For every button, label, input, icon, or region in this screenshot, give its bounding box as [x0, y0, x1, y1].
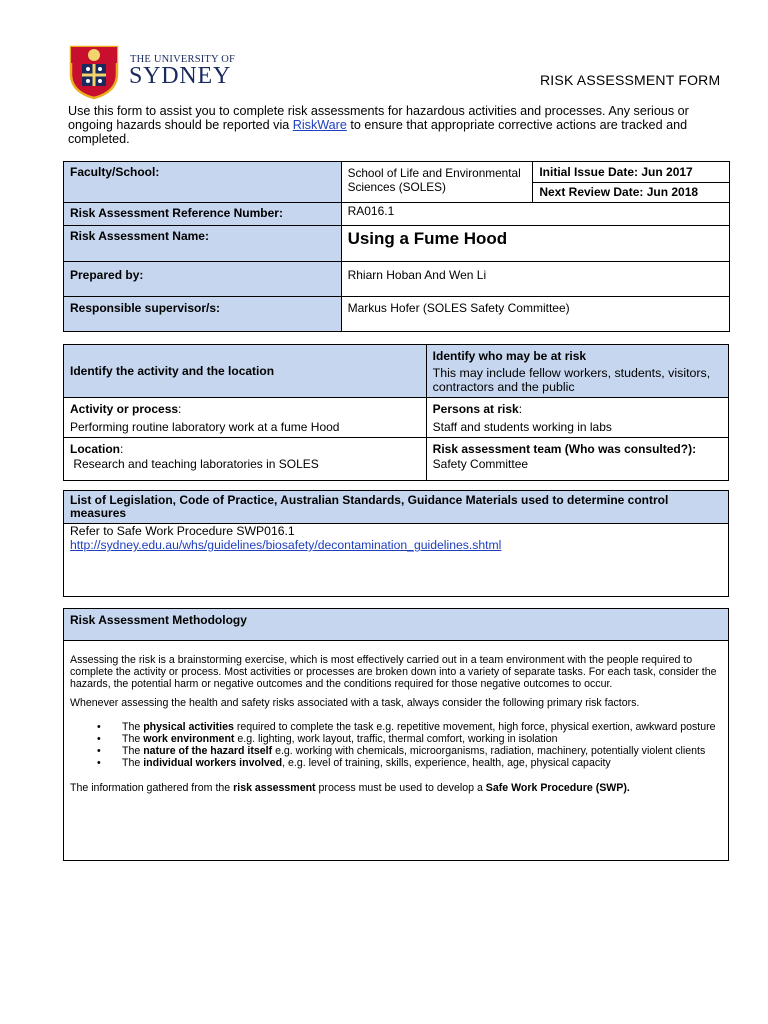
legislation-table: [63, 490, 729, 597]
university-logo: [68, 44, 238, 100]
assessment-name-label: Risk Assessment Name:: [64, 226, 342, 262]
details-table: [63, 161, 730, 332]
methodology-paragraph-1: Assessing the risk is a brainstorming exercise, which is most effectively carried out in a team environment with the people required to complete the activity or process. Most activities or processes are broken down into a variety of separate tasks. For each task, consider the hazards, the potential harm or negative outcomes and the conditions required for those negative outcomes to occur.: [70, 654, 717, 690]
next-review-date: Next Review Date: Jun 2018: [533, 183, 730, 203]
activity-value: Performing routine laboratory work at a fume Hood: [70, 420, 340, 434]
list-item: • The physical activities required to complete the task e.g. repetitive movement, high force, physical exertion, awkward posture: [97, 721, 716, 733]
reference-value: RA016.1: [341, 203, 729, 226]
legislation-heading: List of Legislation, Code of Practice, Australian Standards, Guidance Materials used to determine control measures: [64, 491, 729, 524]
intro-text: [68, 104, 718, 146]
prepared-by-value: Rhiarn Hoban And Wen Li: [341, 262, 729, 297]
page-title: RISK ASSESSMENT FORM: [540, 72, 721, 88]
location-value: Research and teaching laboratories in SOLES: [70, 457, 319, 471]
team-label: Risk assessment team (Who was consulted?):: [432, 442, 697, 456]
logo-line-1: THE UNIVERSITY OF: [130, 54, 236, 65]
supervisor-label: Responsible supervisor/s:: [64, 297, 342, 332]
team-cell: [426, 438, 728, 481]
bullet-icon: •: [97, 757, 101, 769]
list-item: • The individual workers involved, e.g. level of training, skills, experience, health, age, physical capacity: [97, 757, 611, 769]
assessment-name-value: Using a Fume Hood: [341, 226, 729, 262]
bullet-icon: •: [97, 721, 101, 733]
location-cell: Location: Research and teaching laboratories in SOLES: [64, 438, 427, 481]
legislation-body: [64, 524, 729, 597]
methodology-table: [63, 608, 729, 861]
methodology-body: [64, 641, 729, 861]
methodology-heading: Risk Assessment Methodology: [64, 609, 729, 641]
intro-before: Use this form to assist you to complete risk assessments for hazardous activities and processes. Any serious or ongoing hazards should be reported via: [68, 104, 689, 132]
list-item: • The nature of the hazard itself e.g. working with chemicals, microorganisms, radiation, machinery, potentially violent clients: [97, 745, 706, 757]
persons-value: Staff and students working in labs: [432, 420, 612, 434]
methodology-paragraph-2: Whenever assessing the health and safety risks associated with a task, always consider the following primary risk factors.: [70, 697, 640, 709]
identify-who-description: This may include fellow workers, students, visitors, contractors and the public: [432, 366, 711, 394]
prepared-by-label: Prepared by:: [64, 262, 342, 297]
faculty-value-text: School of Life and Environmental Sciences (SOLES): [347, 166, 521, 194]
persons-label: Persons at risk: [432, 402, 519, 416]
persons-cell: Persons at risk: Staff and students working in labs: [426, 398, 728, 438]
riskware-link[interactable]: RiskWare: [292, 118, 347, 132]
bullet-icon: •: [97, 733, 101, 745]
logo-line-2: SYDNEY: [129, 63, 232, 89]
list-item: • The work environment e.g. lighting, work layout, traffic, thermal comfort, working in isolation: [97, 733, 558, 745]
team-value: Safety Committee: [432, 457, 529, 471]
activity-cell: Activity or process: Performing routine laboratory work at a fume Hood: [64, 398, 427, 438]
crest-icon: [68, 44, 120, 100]
methodology-final: The information gathered from the risk assessment process must be used to develop a Safe Work Procedure (SWP).: [70, 782, 630, 794]
activity-table: [63, 344, 729, 481]
activity-label: Activity or process: [70, 402, 179, 416]
identify-who-cell: [426, 345, 728, 398]
supervisor-value: Markus Hofer (SOLES Safety Committee): [341, 297, 729, 332]
intro-after: to ensure that appropriate corrective actions are tracked and completed.: [68, 118, 688, 146]
faculty-label: Faculty/School:: [64, 162, 342, 203]
identify-who-heading: Identify who may be at risk: [432, 349, 587, 363]
identify-activity-heading: Identify the activity and the location: [64, 345, 427, 398]
legislation-line: Refer to Safe Work Procedure SWP016.1: [70, 524, 295, 538]
bullet-icon: •: [97, 745, 101, 757]
risk-factor-list: [70, 721, 720, 769]
location-label: Location: [70, 442, 120, 456]
faculty-value: [341, 162, 533, 203]
reference-label: Risk Assessment Reference Number:: [64, 203, 342, 226]
decontamination-link[interactable]: http://sydney.edu.au/whs/guidelines/biosafety/decontamination_guidelines.shtml: [70, 538, 502, 552]
initial-issue-date: Initial Issue Date: Jun 2017: [533, 162, 730, 183]
